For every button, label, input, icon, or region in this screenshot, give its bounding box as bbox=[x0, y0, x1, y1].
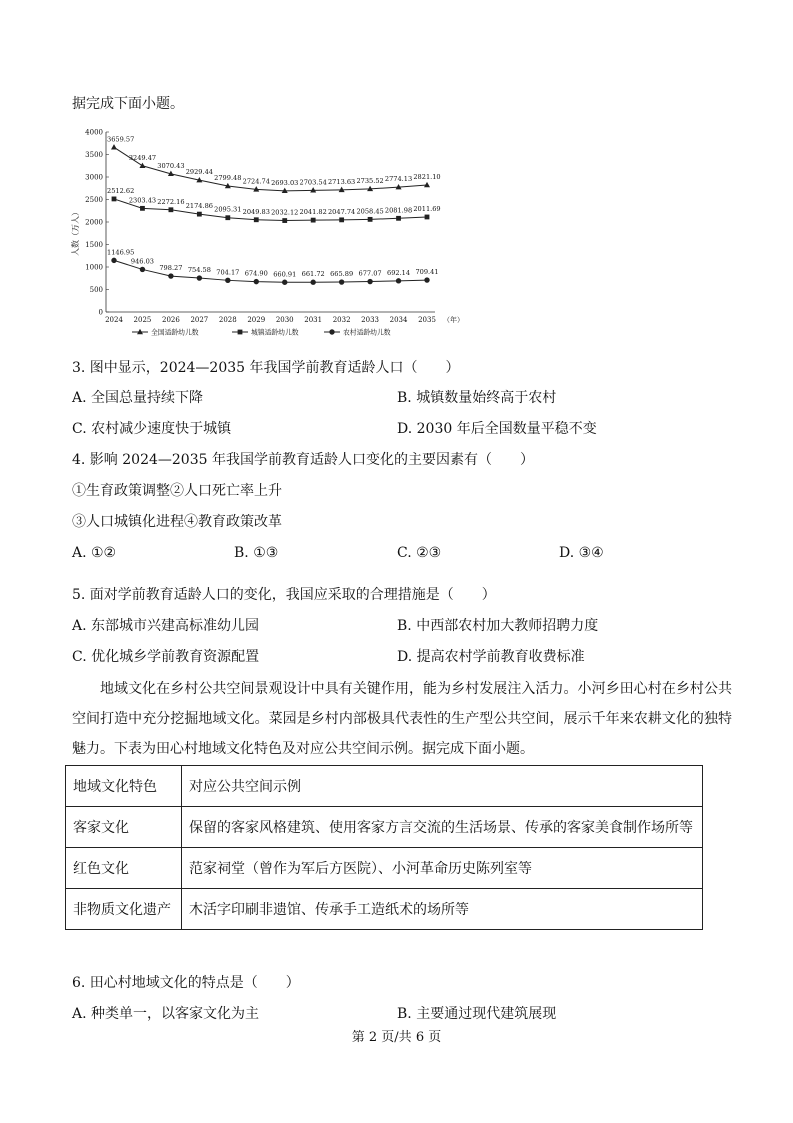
x-tick-label: 2035 bbox=[418, 316, 436, 324]
data-label: 2724.74 bbox=[242, 177, 270, 186]
chart-legend bbox=[132, 328, 391, 337]
data-point-circle bbox=[310, 280, 315, 285]
data-label: 3659.57 bbox=[107, 135, 135, 144]
data-point-square bbox=[425, 215, 430, 220]
data-point-circle bbox=[197, 275, 202, 280]
x-tick-label: 2025 bbox=[133, 316, 152, 324]
data-label: 2032.12 bbox=[271, 208, 299, 217]
table-cell: 保留的客家风格建筑、使用客家方言交流的生活场景、传承的客家美食制作场所等 bbox=[182, 807, 703, 848]
table-cell: 客家文化 bbox=[66, 807, 182, 848]
q4-item-line-2: ③人口城镇化进程④教育政策改革 bbox=[72, 514, 282, 530]
y-axis-label: 人数（万人） bbox=[71, 208, 80, 256]
population-line-chart bbox=[72, 122, 462, 336]
data-point-circle bbox=[329, 329, 334, 334]
data-point-square bbox=[368, 217, 373, 222]
data-label: 2821.10 bbox=[413, 173, 441, 182]
q6-stem: 6. 田心村地域文化的特点是（ ） bbox=[72, 975, 300, 991]
data-label: 946.03 bbox=[130, 257, 154, 266]
data-point-square bbox=[197, 212, 202, 217]
data-label: 704.17 bbox=[216, 268, 240, 277]
series-square bbox=[107, 187, 441, 223]
data-point-square bbox=[112, 197, 117, 202]
q6-option-b[interactable]: B. 主要通过现代建筑展现 bbox=[397, 1006, 557, 1022]
data-label: 660.91 bbox=[273, 270, 297, 279]
table-header-cell: 地域文化特色 bbox=[66, 766, 182, 807]
q5-stem: 5. 面对学前教育适龄人口的变化，我国应采取的合理措施是（ ） bbox=[72, 587, 496, 603]
data-label: 2272.16 bbox=[157, 197, 185, 206]
data-label: 677.07 bbox=[358, 269, 382, 278]
legend-label: 农村适龄幼儿数 bbox=[343, 328, 391, 337]
culture-table bbox=[65, 765, 703, 930]
y-tick-label: 3000 bbox=[85, 173, 103, 182]
data-point-square bbox=[238, 330, 243, 335]
data-point-circle bbox=[396, 278, 401, 283]
chart-series bbox=[107, 135, 441, 285]
legend-label: 城镇适龄幼儿数 bbox=[251, 328, 299, 337]
data-label: 709.41 bbox=[415, 268, 439, 277]
y-tick-label: 4000 bbox=[85, 128, 103, 137]
data-point-circle bbox=[225, 278, 230, 283]
data-label: 2047.74 bbox=[327, 207, 356, 216]
data-point-square bbox=[282, 218, 287, 223]
table-header-row bbox=[66, 766, 703, 807]
y-tick-label: 3500 bbox=[85, 151, 103, 159]
data-point-circle bbox=[140, 267, 145, 272]
y-tick-label: 1000 bbox=[85, 263, 103, 272]
legend-item bbox=[232, 328, 299, 337]
x-tick-label: 2027 bbox=[190, 316, 209, 324]
q3-option-c[interactable]: C. 农村减少速度快于城镇 bbox=[72, 421, 232, 437]
table-row bbox=[66, 848, 703, 889]
x-tick-label: 2030 bbox=[275, 316, 294, 324]
x-tick-label: 2028 bbox=[218, 316, 237, 324]
culture-passage: 地域文化在乡村公共空间景观设计中具有关键作用，能为乡村发展注入活力。小河乡田心村在乡村公共空间打造中充分挖掘地域文化。菜园是乡村内部极具代表性的生产型公共空间，展示千年来农耕文化的独特魅力。下表为田心村地域文化特色及对应公共空间示例。据完成下面小题。 bbox=[72, 681, 732, 757]
x-tick-label: 2032 bbox=[332, 316, 351, 324]
data-point-square bbox=[254, 217, 259, 222]
data-label: 2049.83 bbox=[242, 207, 270, 216]
y-tick-label: 2000 bbox=[85, 218, 103, 227]
data-label: 3070.43 bbox=[157, 161, 185, 170]
q5-option-d[interactable]: D. 提高农村学前教育收费标准 bbox=[397, 649, 585, 665]
data-point-circle bbox=[339, 279, 344, 284]
data-label: 665.89 bbox=[330, 270, 354, 279]
data-label: 2799.48 bbox=[214, 174, 242, 183]
data-point-triangle bbox=[111, 144, 117, 149]
q4-item-line-1: ①生育政策调整②人口死亡率上升 bbox=[72, 483, 282, 499]
data-point-circle bbox=[111, 258, 116, 263]
q4-stem: 4. 影响 2024—2035 年我国学前教育适龄人口变化的主要因素有（ ） bbox=[72, 452, 534, 468]
q6-option-a[interactable]: A. 种类单一，以客家文化为主 bbox=[72, 1006, 260, 1022]
q4-option-c[interactable]: C. ②③ bbox=[397, 545, 442, 561]
data-label: 2693.03 bbox=[271, 178, 299, 187]
q3-option-b[interactable]: B. 城镇数量始终高于农村 bbox=[397, 390, 557, 406]
data-point-square bbox=[140, 206, 145, 211]
q4-option-d[interactable]: D. ③④ bbox=[559, 545, 604, 561]
table-cell: 非物质文化遗产 bbox=[66, 889, 182, 930]
table-header-cell: 对应公共空间示例 bbox=[182, 766, 703, 807]
table-row bbox=[66, 807, 703, 848]
data-label: 2703.54 bbox=[299, 178, 327, 187]
legend-label: 全国适龄幼儿数 bbox=[151, 328, 199, 337]
data-label: 1146.95 bbox=[107, 248, 135, 257]
q3-stem: 3. 图中显示，2024—2035 年我国学前教育适龄人口（ ） bbox=[72, 360, 460, 376]
q3-option-a[interactable]: A. 全国总量持续下降 bbox=[72, 390, 204, 406]
table-row bbox=[66, 889, 703, 930]
series-circle bbox=[107, 248, 439, 285]
data-label: 3249.47 bbox=[128, 153, 157, 162]
q4-option-a[interactable]: A. ①② bbox=[72, 545, 117, 561]
data-label: 2512.62 bbox=[107, 186, 135, 195]
legend-item bbox=[132, 328, 199, 337]
data-point-circle bbox=[367, 279, 372, 284]
data-point-square bbox=[311, 218, 316, 223]
data-label: 2095.31 bbox=[214, 205, 242, 214]
series-triangle bbox=[107, 135, 441, 193]
y-tick-label: 0 bbox=[98, 308, 103, 317]
x-tick-label: 2026 bbox=[161, 316, 180, 324]
y-tick-label: 1500 bbox=[85, 241, 103, 249]
x-tick-label: 2029 bbox=[247, 316, 266, 324]
data-label: 754.58 bbox=[187, 266, 211, 275]
data-label: 2929.44 bbox=[185, 168, 214, 177]
x-tick-label: 2024 bbox=[105, 316, 123, 324]
data-point-circle bbox=[282, 280, 287, 285]
data-point-triangle bbox=[424, 182, 430, 187]
legend-item bbox=[324, 328, 391, 337]
table-cell: 红色文化 bbox=[66, 848, 182, 889]
data-label: 2174.86 bbox=[185, 202, 214, 211]
data-label: 2058.45 bbox=[356, 207, 384, 216]
data-point-square bbox=[396, 216, 401, 221]
data-point-circle bbox=[254, 279, 259, 284]
x-tick-label: 2033 bbox=[361, 316, 380, 324]
data-point-square bbox=[339, 217, 344, 222]
q5-option-a[interactable]: A. 东部城市兴建高标准幼儿园 bbox=[72, 618, 260, 634]
data-label: 661.72 bbox=[301, 270, 325, 279]
data-point-circle bbox=[424, 277, 429, 282]
data-point-triangle bbox=[139, 163, 145, 168]
data-label: 2735.52 bbox=[356, 176, 384, 185]
intro-text: 据完成下面小题。 bbox=[72, 96, 184, 112]
q3-option-d[interactable]: D. 2030 年后全国数量平稳不变 bbox=[397, 421, 597, 437]
q4-option-b[interactable]: B. ①③ bbox=[234, 545, 279, 561]
q5-option-c[interactable]: C. 优化城乡学前教育资源配置 bbox=[72, 649, 260, 665]
data-label: 2011.69 bbox=[413, 204, 441, 213]
data-label: 2774.13 bbox=[384, 175, 413, 184]
data-label: 674.90 bbox=[244, 269, 268, 278]
x-axis-unit: （年） bbox=[443, 316, 464, 324]
data-label: 2713.63 bbox=[327, 177, 356, 186]
x-tick-label: 2031 bbox=[304, 316, 323, 324]
data-label: 2041.82 bbox=[299, 208, 327, 217]
y-tick-label: 2500 bbox=[85, 196, 103, 204]
q5-option-b[interactable]: B. 中西部农村加大教师招聘力度 bbox=[397, 618, 599, 634]
data-point-square bbox=[169, 207, 174, 212]
table-cell: 范家祠堂（曾作为军后方医院）、小河革命历史陈列室等 bbox=[182, 848, 703, 889]
data-point-circle bbox=[168, 273, 173, 278]
table-cell: 木活字印刷非遗馆、传承手工造纸术的场所等 bbox=[182, 889, 703, 930]
page-footer: 第 2 页/共 6 页 bbox=[351, 1030, 442, 1045]
x-tick-label: 2034 bbox=[389, 316, 408, 324]
data-point-square bbox=[225, 215, 230, 220]
data-label: 2081.98 bbox=[384, 206, 413, 215]
y-tick-label: 500 bbox=[89, 286, 103, 294]
data-label: 798.27 bbox=[159, 264, 183, 273]
data-label: 692.14 bbox=[387, 268, 411, 277]
data-label: 2303.43 bbox=[128, 196, 157, 205]
